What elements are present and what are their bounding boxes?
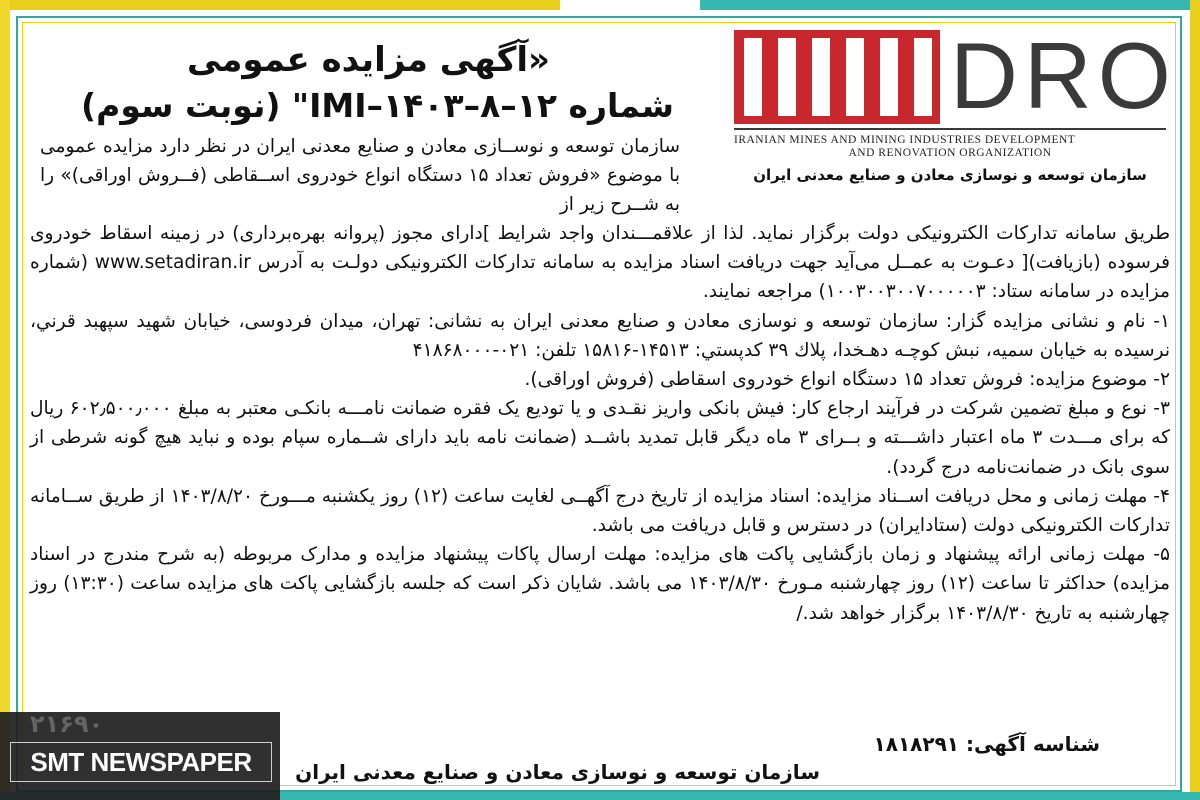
- intro-paragraph: سازمان توسعه و نوســازی معادن و صنایع معدنی ایران در نظر دارد مزایده عمومی با موضوع «فروش تعداد ۱۵ دستگاه انواع خودروی اســقاطی (فــروش اوراقی)» را به شــرح زیر از: [40, 136, 680, 216]
- body-item-5-deadline: ۵- مهلت زمانی ارائه پیشنهاد و زمان بازگشایی پاکت های مزایده: مهلت ارسال پاکات پیشنهاد مزایده و مدارک مربوطه (به شرح مندرج در اسناد مزایده) حداکثر تا ساعت (۱۲) روز چهارشنبه مـورخ ۱۴۰۳/۸/۳۰ می باشد. شایان ذکر است که جلسه بازگشایی پاکت های مزایده ساعت (۱۳:۳۰) روز چهارشنبه به تاریخ ۱۴۰۳/۸/۳۰ برگزار خواهد شد./: [30, 544, 1170, 624]
- logo-persian-name: سازمان توسعه و نوسازی معادن و صنایع معدنی ایران: [753, 166, 1147, 184]
- logo-english-name: [734, 134, 1166, 160]
- ad-body: [30, 219, 1170, 628]
- signature: سازمان توسعه و نوسازی معادن و صنایع معدنی ایران: [295, 760, 820, 784]
- frame-edge-top-left: [0, 0, 560, 10]
- body-item-3-guarantee: ۳- نوع و مبلغ تضمین شرکت در فرآیند ارجاع کار: فیش بانکی واریز نقـدی و یا تودیع یک فقره ضمانت نامـــه بانکـی معتبر به مبلغ ۶۰۲٫۵۰۰٫۰۰۰ ریال که برای مـــدت ۳ ماه اعتبار داشـــته و بــرای ۳ ماه دیگر قابل تمدید باشــد (ضمانت نامه باید دارای شــماره سپام بوده و نباید هیچ گونه شرطی از سوی بانک در ضمانت‌نامه درج گردد).: [30, 398, 1170, 478]
- newspaper-watermark: [0, 712, 280, 800]
- body-item-2-subject: ۲- موضوع مزایده: فروش تعداد ۱۵ دستگاه انواع خودروی اسقاطی (فروش اوراقی).: [524, 369, 1170, 391]
- body-item-4-documents: ۴- مهلت زمانی و محل دریافت اســناد مزایده: اسناد مزایده از تاریخ درج آگهــی لغایت ساعت (۱۲) روز یکشنبه مـــورخ ۱۴۰۳/۸/۲۰ از طریق ســامانه تدارکات الکترونیکی دولت (ستادایران) در دسترس و قابل دریافت می باشد.: [30, 485, 1170, 537]
- frame-edge-right: [1190, 0, 1200, 800]
- headline-title: «آگهی مزایده عمومی: [186, 40, 550, 80]
- ad-id: شناسه آگهی: ۱۸۱۸۲۹۱: [873, 732, 1100, 756]
- watermark-ghost-number: ۲۱۶۹۰: [30, 710, 104, 738]
- frame-edge-top-gap: [560, 0, 700, 10]
- imidro-logo: [730, 23, 1177, 184]
- logo-divider: [734, 128, 1166, 130]
- headline-number: شماره ۱۲–۸–۱۴۰۳–IMI" (نوبت سوم): [81, 86, 674, 125]
- body-paragraph-setad: طریق سامانه تدارکات الکترونیکی دولت برگزار نماید. لذا از علاقمـــندان واجد شرایط ]دارای مجوز (پروانه بهره‌برداری) در زمینه اسقاط خودروی فرسوده (بازیافت)[ دعـوت به عمــل می‌آید جهت دریافت اسناد مزایده به سامانه تدارکات الکترونیکی دولـت به آدرس www.setadiran.ir (شماره مزایده در سامانه ستاد: ۱۰۰۳۰۰۳۰۰۷۰۰۰۰۰۳) مراجعه نمایند.: [30, 223, 1170, 303]
- logo-english-line1: IRANIAN MINES AND MINING INDUSTRIES DEVELOPMENT: [734, 134, 1076, 146]
- logo-imi-mark: [734, 30, 940, 124]
- watermark-text: SMT NEWSPAPER: [10, 742, 272, 782]
- logo-english-line2: AND RENOVATION ORGANIZATION: [848, 147, 1052, 159]
- logo-brand-text: DRO: [950, 23, 1177, 128]
- frame-edge-top-right: [700, 0, 1200, 10]
- frame-edge-left: [0, 0, 10, 800]
- body-item-1-address: ۱- نام و نشانی مزایده گزار: سازمان توسعه و نوسازی معادن و صنایع معدنی ایران به نشانی: تهران، میدان فردوسی، خیابان شهید سپهبد قرني، نرسيده به خيابان سميه، نبش كوچـه دهـخدا، پلاك ٣٩ كدپستي: ۱۴۵۱۳-۱۵۸۱۶ تلفن: ۰۲۱-۴۱۸۶۸۰۰۰: [30, 310, 1170, 361]
